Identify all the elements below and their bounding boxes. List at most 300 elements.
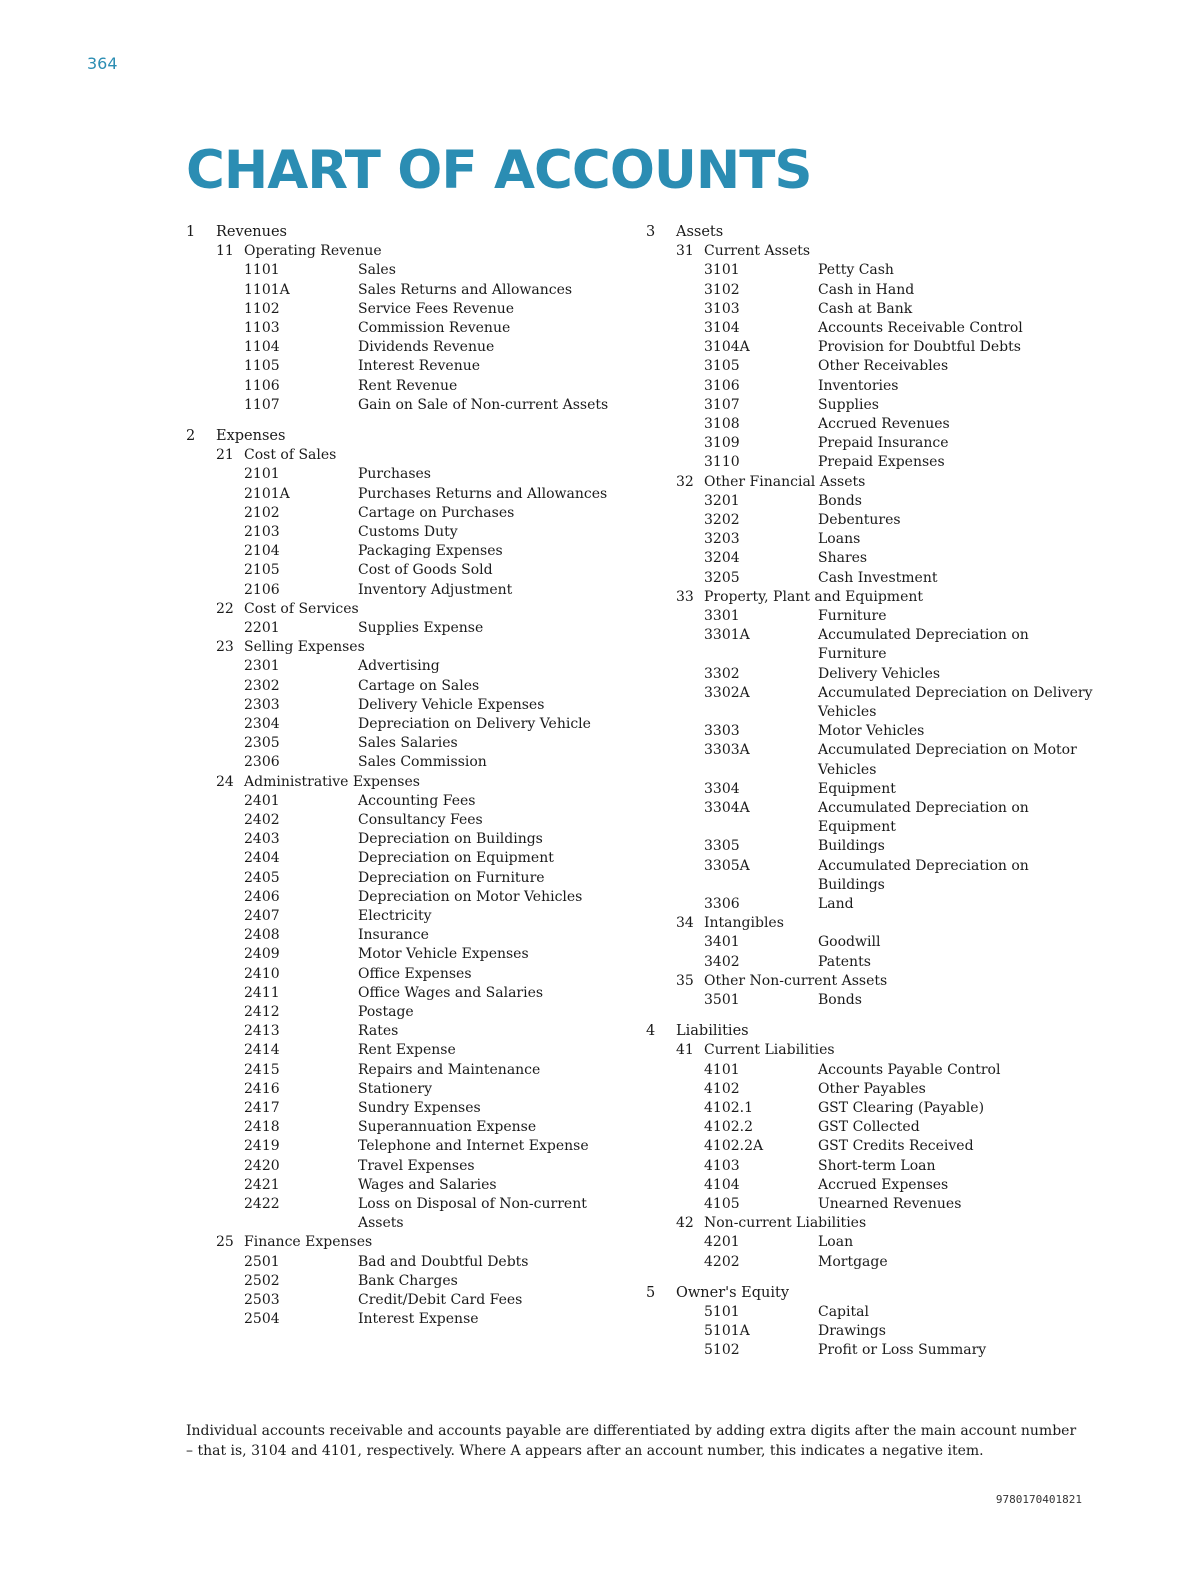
- account-row: [646, 357, 1096, 376]
- isbn: 9780170401821: [995, 1493, 1082, 1506]
- account-code: 1103: [244, 319, 280, 336]
- account-row: [186, 300, 626, 319]
- account-row: [646, 1118, 1096, 1137]
- account-row: [186, 907, 626, 926]
- account-code: 3202: [704, 512, 740, 528]
- account-name: Accumulated Depreciation on Equipment: [818, 800, 1029, 836]
- account-name: Repairs and Maintenance: [358, 1061, 541, 1078]
- account-code: 3304A: [704, 800, 750, 817]
- group-title: Non-current Liabilities: [704, 1215, 867, 1232]
- account-code: 3205: [704, 569, 740, 586]
- account-row: [646, 1137, 1096, 1156]
- account-name: Credit/Debit Card Fees: [358, 1292, 523, 1309]
- account-name: Rent Expense: [358, 1042, 456, 1059]
- account-section: [646, 1284, 1096, 1361]
- account-row: [186, 734, 626, 753]
- group-number: 25: [216, 1234, 234, 1251]
- account-row: [186, 657, 626, 676]
- account-name: Shares: [818, 550, 868, 567]
- group-heading: [646, 473, 1096, 492]
- group-heading: [646, 588, 1096, 607]
- account-row: [646, 1303, 1096, 1322]
- account-code: 2103: [244, 523, 280, 540]
- account-row: [186, 561, 626, 580]
- account-code: 3108: [704, 416, 740, 432]
- account-code: 3107: [704, 396, 740, 413]
- account-name: Rates: [358, 1023, 399, 1040]
- section-number: 3: [646, 224, 656, 240]
- account-code: 2501: [244, 1253, 280, 1270]
- account-row: [646, 1080, 1096, 1099]
- account-name: Packaging Expenses: [358, 543, 503, 560]
- account-code: 1107: [244, 396, 280, 413]
- group-heading: [186, 1233, 626, 1252]
- account-name: Sales Returns and Allowances: [358, 281, 573, 298]
- section-title: Revenues: [216, 224, 287, 240]
- account-code: 4102.1: [704, 1100, 753, 1117]
- account-name: Depreciation on Equipment: [358, 850, 554, 867]
- account-code: 2407: [244, 908, 280, 924]
- account-section: [186, 427, 626, 1329]
- account-name: Petty Cash: [818, 262, 894, 279]
- account-row: [186, 1061, 626, 1080]
- account-name: GST Credits Received: [818, 1138, 974, 1155]
- account-row: [186, 523, 626, 542]
- right-column: [646, 223, 1096, 1373]
- account-row: [646, 933, 1096, 952]
- account-row: [646, 857, 1096, 895]
- section-title: Expenses: [216, 428, 286, 444]
- account-code: 2413: [244, 1023, 280, 1040]
- account-row: [186, 1118, 626, 1137]
- account-row: [646, 1322, 1096, 1341]
- account-row: [646, 991, 1096, 1010]
- account-row: [646, 626, 1096, 664]
- account-row: [186, 396, 626, 415]
- account-name: Wages and Salaries: [358, 1176, 497, 1193]
- account-name: Land: [818, 896, 854, 913]
- account-row: [646, 569, 1096, 588]
- section-number: 2: [186, 428, 196, 444]
- account-row: [646, 741, 1096, 779]
- account-name: Equipment: [818, 780, 896, 797]
- account-code: 3301: [704, 608, 740, 624]
- footnote: Individual accounts receivable and accounts payable are differentiated by adding extra digits after the main account number – that is, 3104 and 4101, respectively. Where A appears after an account number, this indicates a negative item.: [186, 1423, 1077, 1459]
- account-row: [646, 319, 1096, 338]
- account-row: [646, 300, 1096, 319]
- group-number: 23: [216, 639, 234, 656]
- group-heading: [186, 446, 626, 465]
- group-number: 41: [676, 1042, 694, 1059]
- section-number: 4: [646, 1023, 656, 1040]
- account-name: Sales Salaries: [358, 735, 458, 752]
- account-name: Stationery: [358, 1080, 432, 1097]
- account-name: Insurance: [358, 927, 429, 944]
- account-section: [186, 223, 626, 415]
- account-row: [186, 1041, 626, 1060]
- account-name: Bonds: [818, 992, 862, 1009]
- account-row: [186, 357, 626, 376]
- account-code: 2305: [244, 735, 280, 752]
- account-code: 4101: [704, 1061, 740, 1078]
- account-code: 2301: [244, 658, 280, 675]
- account-row: [646, 799, 1096, 837]
- left-column: [186, 223, 626, 1341]
- account-code: 3104: [704, 319, 740, 336]
- account-code: 2102: [244, 504, 280, 521]
- account-row: [646, 837, 1096, 856]
- account-code: 2503: [244, 1292, 280, 1309]
- account-row: [186, 792, 626, 811]
- account-name: Cash in Hand: [818, 281, 915, 298]
- account-name: Customs Duty: [358, 523, 458, 540]
- account-name: Loans: [818, 531, 861, 548]
- account-name: Profit or Loss Summary: [818, 1342, 987, 1359]
- section-heading: [646, 223, 1096, 242]
- account-code: 4105: [704, 1196, 740, 1213]
- account-name: Cartage on Sales: [358, 677, 480, 694]
- account-code: 2411: [244, 984, 280, 1001]
- account-code: 2404: [244, 850, 280, 867]
- section-heading: [186, 223, 626, 242]
- account-name: Depreciation on Delivery Vehicle: [358, 715, 591, 732]
- account-section: [646, 1022, 1096, 1272]
- account-code: 4201: [704, 1234, 740, 1251]
- account-code: 4103: [704, 1157, 740, 1174]
- account-name: Mortgage: [818, 1253, 888, 1270]
- account-code: 3109: [704, 435, 740, 452]
- account-name: Accounts Payable Control: [818, 1061, 1001, 1078]
- account-code: 2306: [244, 754, 280, 771]
- group-number: 31: [676, 243, 694, 260]
- account-name: Drawings: [818, 1323, 886, 1340]
- group-number: 11: [216, 243, 234, 260]
- group-title: Operating Revenue: [244, 243, 382, 260]
- account-code: 3401: [704, 934, 740, 951]
- account-row: [646, 492, 1096, 511]
- page-number: 364: [87, 54, 118, 73]
- account-name: Sales Commission: [358, 754, 487, 771]
- account-name: Consultancy Fees: [358, 811, 483, 828]
- account-code: 2408: [244, 927, 280, 944]
- group-heading: [646, 1214, 1096, 1233]
- account-name: Inventory Adjustment: [358, 581, 513, 598]
- account-code: 2414: [244, 1042, 280, 1059]
- account-row: [186, 984, 626, 1003]
- group-title: Administrative Expenses: [244, 773, 420, 790]
- section-heading: [186, 427, 626, 446]
- account-section: [646, 223, 1096, 1010]
- account-name: Office Wages and Salaries: [358, 984, 544, 1001]
- group-heading: [186, 600, 626, 619]
- account-name: Cash at Bank: [818, 300, 913, 317]
- account-name: Cash Investment: [818, 569, 938, 586]
- account-row: [186, 1003, 626, 1022]
- account-name: Buildings: [818, 838, 885, 855]
- account-name: Other Receivables: [818, 358, 949, 375]
- group-number: 32: [676, 473, 694, 490]
- account-row: [186, 830, 626, 849]
- account-name: Furniture: [818, 608, 887, 624]
- account-code: 2418: [244, 1119, 280, 1136]
- account-name: Dividends Revenue: [358, 339, 495, 356]
- account-code: 2402: [244, 811, 280, 828]
- group-number: 35: [676, 972, 694, 989]
- group-number: 21: [216, 447, 234, 464]
- account-name: Short-term Loan: [818, 1157, 936, 1174]
- account-name: Prepaid Insurance: [818, 435, 949, 452]
- account-name: Purchases: [358, 466, 431, 483]
- account-code: 3402: [704, 953, 740, 970]
- account-row: [646, 549, 1096, 568]
- account-code: 3203: [704, 531, 740, 548]
- section-heading: [646, 1022, 1096, 1041]
- account-name: Advertising: [358, 658, 440, 675]
- account-name: Loan: [818, 1234, 854, 1251]
- account-row: [646, 338, 1096, 357]
- account-code: 3305A: [704, 857, 750, 874]
- account-row: [186, 849, 626, 868]
- account-name: Accounts Receivable Control: [818, 319, 1023, 336]
- account-name: Rent Revenue: [358, 377, 458, 394]
- account-code: 5102: [704, 1342, 740, 1359]
- group-title: Cost of Services: [244, 600, 359, 617]
- account-code: 2410: [244, 965, 280, 982]
- account-code: 3201: [704, 492, 740, 509]
- account-code: 4102.2: [704, 1119, 753, 1136]
- account-code: 3302: [704, 665, 740, 682]
- account-name: Motor Vehicles: [818, 723, 925, 740]
- account-row: [646, 453, 1096, 472]
- account-name: Delivery Vehicle Expenses: [358, 696, 545, 713]
- account-name: Capital: [818, 1304, 869, 1321]
- account-row: [186, 1272, 626, 1291]
- account-code: 3306: [704, 896, 740, 913]
- account-code: 2421: [244, 1176, 280, 1193]
- account-name: Purchases Returns and Allowances: [358, 485, 608, 502]
- account-name: Supplies Expense: [358, 619, 484, 636]
- account-code: 2419: [244, 1138, 280, 1155]
- group-number: 22: [216, 600, 234, 617]
- account-row: [646, 281, 1096, 300]
- account-name: Accumulated Depreciation on Delivery Vehicles: [818, 684, 1093, 721]
- account-row: [646, 895, 1096, 914]
- section-title: Liabilities: [676, 1023, 749, 1040]
- account-name: Bank Charges: [358, 1272, 458, 1289]
- account-row: [646, 684, 1096, 722]
- group-heading: [646, 914, 1096, 933]
- section-number: 5: [646, 1284, 656, 1301]
- account-row: [186, 888, 626, 907]
- account-row: [186, 485, 626, 504]
- group-heading: [646, 972, 1096, 991]
- account-code: 2504: [244, 1311, 280, 1328]
- account-row: [186, 677, 626, 696]
- account-code: 4102: [704, 1080, 740, 1097]
- account-row: [646, 511, 1096, 530]
- account-code: 2104: [244, 543, 280, 560]
- account-code: 3302A: [704, 684, 750, 701]
- account-row: [186, 619, 626, 638]
- account-code: 4202: [704, 1253, 740, 1270]
- section-number: 1: [186, 224, 196, 240]
- account-row: [646, 396, 1096, 415]
- account-name: GST Clearing (Payable): [818, 1100, 985, 1117]
- account-name: Sundry Expenses: [358, 1100, 481, 1117]
- account-row: [186, 696, 626, 715]
- account-row: [646, 1341, 1096, 1360]
- account-name: Postage: [358, 1004, 414, 1021]
- account-name: Depreciation on Motor Vehicles: [358, 888, 583, 905]
- account-row: [186, 281, 626, 300]
- account-name: Sales: [358, 262, 396, 279]
- account-name: Accrued Expenses: [818, 1176, 949, 1193]
- account-code: 3103: [704, 300, 740, 317]
- account-name: Electricity: [358, 908, 432, 924]
- account-row: [186, 1099, 626, 1118]
- account-row: [186, 1176, 626, 1195]
- account-name: Accumulated Depreciation on Buildings: [818, 857, 1029, 893]
- group-number: 42: [676, 1215, 694, 1232]
- account-code: 1105: [244, 358, 280, 375]
- account-row: [646, 530, 1096, 549]
- account-row: [186, 1080, 626, 1099]
- account-code: 2303: [244, 696, 280, 713]
- account-code: 2412: [244, 1004, 280, 1021]
- account-code: 2416: [244, 1080, 280, 1097]
- account-row: [646, 722, 1096, 741]
- account-name: Motor Vehicle Expenses: [358, 946, 529, 963]
- section-heading: [646, 1284, 1096, 1303]
- account-name: Commission Revenue: [358, 319, 511, 336]
- group-title: Intangibles: [704, 915, 784, 932]
- account-code: 1104: [244, 339, 280, 356]
- account-code: 4104: [704, 1176, 740, 1193]
- account-row: [186, 542, 626, 561]
- account-row: [186, 581, 626, 600]
- account-code: 2106: [244, 581, 280, 598]
- account-code: 3304: [704, 780, 740, 797]
- page-title: CHART OF ACCOUNTS: [186, 140, 812, 201]
- account-name: Other Payables: [818, 1080, 926, 1097]
- account-row: [186, 1310, 626, 1329]
- account-code: 3501: [704, 992, 740, 1009]
- group-heading: [186, 242, 626, 261]
- account-name: Gain on Sale of Non-current Assets: [358, 396, 609, 413]
- account-row: [186, 465, 626, 484]
- account-row: [186, 377, 626, 396]
- group-title: Current Liabilities: [704, 1042, 835, 1059]
- account-name: Loss on Disposal of Non-current Assets: [358, 1196, 587, 1232]
- account-row: [186, 811, 626, 830]
- account-row: [646, 1061, 1096, 1080]
- group-title: Other Non-current Assets: [704, 972, 888, 989]
- account-name: Inventories: [818, 377, 899, 394]
- account-name: Unearned Revenues: [818, 1196, 962, 1213]
- account-row: [186, 715, 626, 734]
- account-code: 3106: [704, 377, 740, 394]
- account-row: [646, 953, 1096, 972]
- account-code: 3301A: [704, 627, 750, 644]
- group-heading: [186, 638, 626, 657]
- group-number: 34: [676, 915, 694, 932]
- group-title: Other Financial Assets: [704, 473, 866, 490]
- group-number: 24: [216, 773, 234, 790]
- account-row: [646, 665, 1096, 684]
- group-title: Current Assets: [704, 243, 811, 260]
- account-row: [186, 869, 626, 888]
- section-title: Assets: [676, 224, 724, 240]
- account-code: 2502: [244, 1272, 280, 1289]
- account-row: [646, 261, 1096, 280]
- account-name: Patents: [818, 953, 871, 970]
- account-row: [186, 261, 626, 280]
- account-row: [186, 926, 626, 945]
- account-code: 2201: [244, 619, 280, 636]
- account-code: 5101A: [704, 1323, 750, 1340]
- account-row: [646, 1233, 1096, 1252]
- group-heading: [646, 1041, 1096, 1060]
- group-title: Property, Plant and Equipment: [704, 588, 924, 605]
- account-name: Delivery Vehicles: [818, 665, 941, 682]
- account-row: [186, 338, 626, 357]
- account-code: 3102: [704, 281, 740, 298]
- account-row: [186, 945, 626, 964]
- account-row: [186, 965, 626, 984]
- group-heading: [186, 773, 626, 792]
- account-code: 2105: [244, 562, 280, 579]
- account-row: [186, 1157, 626, 1176]
- account-code: 2406: [244, 888, 280, 905]
- account-row: [186, 1291, 626, 1310]
- account-row: [186, 504, 626, 523]
- account-code: 2101: [244, 466, 280, 483]
- account-name: Depreciation on Buildings: [358, 831, 543, 848]
- account-name: Superannuation Expense: [358, 1119, 537, 1136]
- account-name: Bad and Doubtful Debts: [358, 1253, 529, 1270]
- account-name: Accounting Fees: [358, 792, 476, 809]
- account-name: Goodwill: [818, 934, 881, 951]
- account-code: 2401: [244, 792, 280, 809]
- account-code: 2415: [244, 1061, 280, 1078]
- account-row: [646, 1157, 1096, 1176]
- account-code: 2101A: [244, 485, 290, 502]
- account-name: GST Collected: [818, 1119, 920, 1136]
- account-row: [646, 780, 1096, 799]
- group-title: Selling Expenses: [244, 639, 365, 656]
- account-code: 5101: [704, 1304, 740, 1321]
- account-row: [646, 1099, 1096, 1118]
- account-row: [646, 1195, 1096, 1214]
- account-row: [186, 1253, 626, 1272]
- account-code: 2420: [244, 1157, 280, 1174]
- account-name: Interest Revenue: [358, 358, 481, 375]
- account-code: 2302: [244, 677, 280, 694]
- account-code: 2417: [244, 1100, 280, 1117]
- group-heading: [646, 242, 1096, 261]
- account-row: [186, 753, 626, 772]
- account-row: [186, 1137, 626, 1156]
- group-number: 33: [676, 588, 694, 605]
- account-code: 3303: [704, 723, 740, 740]
- account-name: Telephone and Internet Expense: [358, 1138, 589, 1155]
- account-row: [646, 377, 1096, 396]
- account-name: Accumulated Depreciation on Motor Vehicles: [818, 742, 1077, 778]
- account-code: 3204: [704, 550, 740, 567]
- account-row: [646, 1253, 1096, 1272]
- account-code: 2304: [244, 715, 280, 732]
- account-code: 2405: [244, 869, 280, 886]
